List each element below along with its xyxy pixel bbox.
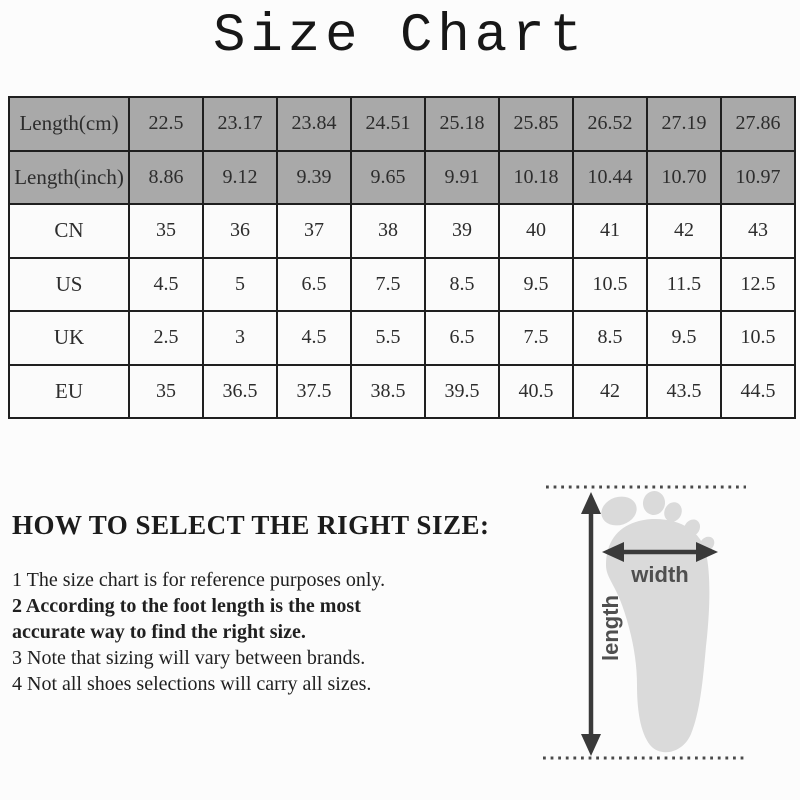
size-cell: 10.97 — [721, 151, 795, 205]
size-cell: 38 — [351, 204, 425, 258]
size-cell: 36.5 — [203, 365, 277, 419]
note-2-cont: accurate way to find the right size. — [12, 621, 306, 643]
size-cell: 43.5 — [647, 365, 721, 419]
row-label: EU — [9, 365, 129, 419]
table-row-cn — [9, 204, 795, 258]
size-cell: 41 — [573, 204, 647, 258]
size-cell: 8.86 — [129, 151, 203, 205]
row-label: Length(inch) — [9, 151, 129, 205]
size-cell: 27.19 — [647, 97, 721, 151]
size-cell: 40 — [499, 204, 573, 258]
size-cell: 6.5 — [425, 311, 499, 365]
size-cell: 40.5 — [499, 365, 573, 419]
note-1: 1 The size chart is for reference purposes only. — [12, 569, 386, 591]
size-cell: 26.52 — [573, 97, 647, 151]
size-cell: 24.51 — [351, 97, 425, 151]
guide-heading: HOW TO SELECT THE RIGHT SIZE: — [12, 510, 490, 540]
size-cell: 8.5 — [425, 258, 499, 312]
size-cell: 27.86 — [721, 97, 795, 151]
size-cell: 7.5 — [499, 311, 573, 365]
size-cell: 25.18 — [425, 97, 499, 151]
size-cell: 7.5 — [351, 258, 425, 312]
note-3: 3 Note that sizing will vary between brands. — [12, 647, 366, 669]
size-cell: 5 — [203, 258, 277, 312]
width-label: width — [631, 562, 689, 587]
size-cell: 38.5 — [351, 365, 425, 419]
size-cell: 9.91 — [425, 151, 499, 205]
row-label: Length(cm) — [9, 97, 129, 151]
table-row-us — [9, 258, 795, 312]
size-cell: 4.5 — [277, 311, 351, 365]
size-cell: 42 — [573, 365, 647, 419]
size-cell: 44.5 — [721, 365, 795, 419]
size-cell: 10.5 — [721, 311, 795, 365]
size-cell: 10.44 — [573, 151, 647, 205]
size-cell: 23.84 — [277, 97, 351, 151]
foot-measurement-diagram — [538, 468, 762, 772]
size-cell: 39.5 — [425, 365, 499, 419]
note-4: 4 Not all shoes selections will carry all sizes. — [12, 673, 372, 695]
size-cell: 25.85 — [499, 97, 573, 151]
size-cell: 37 — [277, 204, 351, 258]
size-cell: 35 — [129, 204, 203, 258]
size-cell: 10.18 — [499, 151, 573, 205]
size-cell: 36 — [203, 204, 277, 258]
size-cell: 4.5 — [129, 258, 203, 312]
size-cell: 43 — [721, 204, 795, 258]
row-label: UK — [9, 311, 129, 365]
size-cell: 11.5 — [647, 258, 721, 312]
length-label: length — [597, 595, 623, 661]
table-row-uk — [9, 311, 795, 365]
size-cell: 9.5 — [647, 311, 721, 365]
size-cell: 9.65 — [351, 151, 425, 205]
size-cell: 12.5 — [721, 258, 795, 312]
size-cell: 9.12 — [203, 151, 277, 205]
size-cell: 5.5 — [351, 311, 425, 365]
sizing-notes — [12, 567, 532, 697]
size-cell: 10.70 — [647, 151, 721, 205]
size-cell: 23.17 — [203, 97, 277, 151]
size-cell: 9.5 — [499, 258, 573, 312]
size-cell: 22.5 — [129, 97, 203, 151]
size-conversion-table — [8, 96, 796, 419]
row-label: CN — [9, 204, 129, 258]
page-title: Size Chart — [212, 6, 588, 67]
size-cell: 37.5 — [277, 365, 351, 419]
note-2: 2 According to the foot length is the most — [12, 595, 361, 617]
size-cell: 2.5 — [129, 311, 203, 365]
table-row-eu — [9, 365, 795, 419]
row-label: US — [9, 258, 129, 312]
table-row-length-cm — [9, 97, 795, 151]
table-row-length-inch — [9, 151, 795, 205]
size-cell: 8.5 — [573, 311, 647, 365]
size-cell: 6.5 — [277, 258, 351, 312]
size-cell: 9.39 — [277, 151, 351, 205]
size-cell: 42 — [647, 204, 721, 258]
size-cell: 39 — [425, 204, 499, 258]
size-cell: 10.5 — [573, 258, 647, 312]
size-cell: 35 — [129, 365, 203, 419]
size-cell: 3 — [203, 311, 277, 365]
